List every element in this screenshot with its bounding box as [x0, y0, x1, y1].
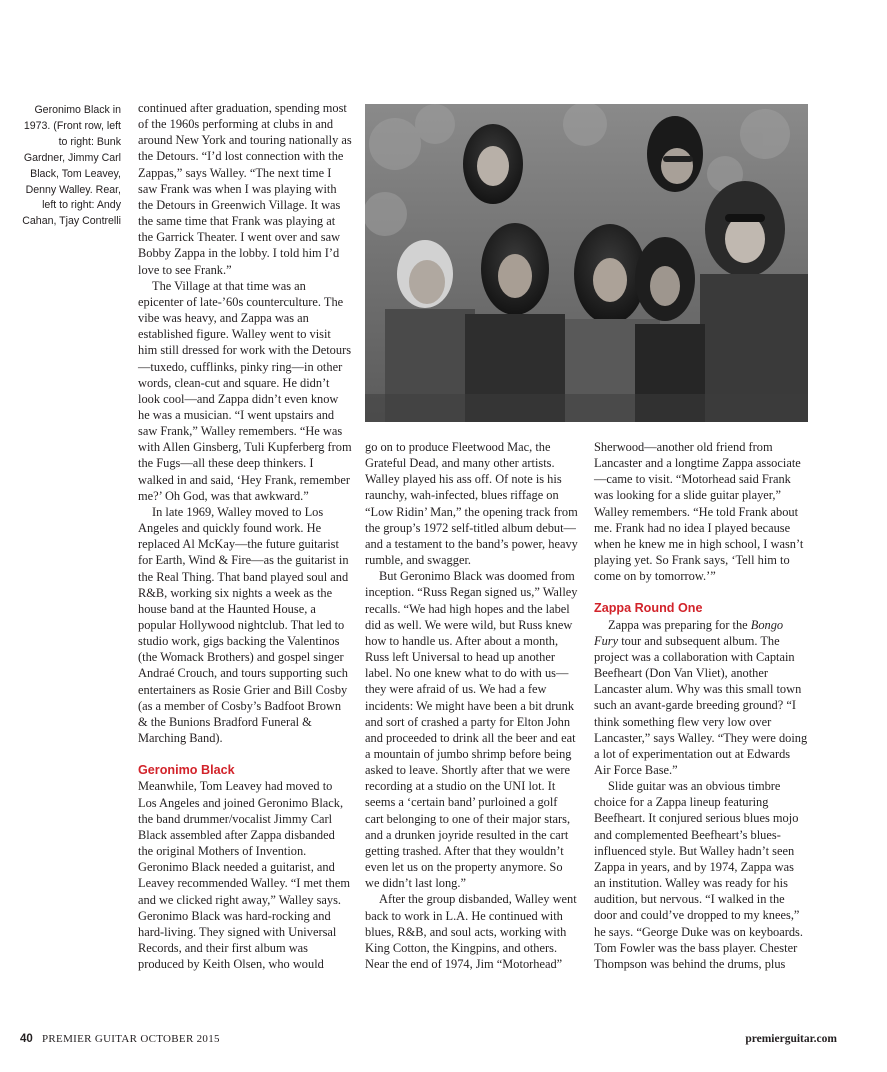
- paragraph: After the group disbanded, Walley went back to work in L.A. He continued with blues, R&B, and soul acts, working with King Cotton, the Kingpins, and others. Near the end of 1974, Jim “Motorhead”: [365, 892, 577, 971]
- paragraph: In late 1969, Walley moved to Los Angeles and quickly found work. He replaced Al McKay—the future guitarist for Earth, Wind & Fire—as the guitarist in the Real Thing. That band played soul and R&B, working six nights a week as the house band at the Haunted House, a popular Hollywood nightclub. That led to studio work, gigs backing the Valentinos (the Womack Brothers) and gospel singer Andraé Crouch, and tours supporting such entertainers as Rosie Grier and Bill Cosby (as a member of Cosby’s Badfoot Brown & the Bunions Bradford Funeral & Marching Band).: [138, 504, 349, 746]
- photo-caption: Geronimo Black in 1973. (Front row, left to right: Bunk Gardner, Jimmy Carl Black, Tom Leavey, Denny Walley. Rear, left to right: Andy Cahan, Tjay Contrelli: [22, 104, 121, 228]
- paragraph: Sherwood—another old friend from Lancaster and a longtime Zappa associate—came to visit. “Motorhead said Frank was looking for a slide guitar player,” Walley remembers. “He told Frank about me. Frank had no idea I played because when he knew me in high school, I wasn’t playing yet. So Frank says, ‘Tell him to come on by tomorrow.’”: [594, 440, 804, 584]
- magazine-issue: PREMIER GUITAR OCTOBER 2015: [42, 1033, 220, 1045]
- paragraph: But Geronimo Black was doomed from inception. “Russ Regan signed us,” Walley recalls. “We had high hopes and the label did as well. We were wild, but Russ knew how to handle us. After about a month, Russ left Universal to head up another label. No one knew what to do with us—they were afraid of us. We had a few incidents: We might have been a bit drunk and sort of crashed a party for Elton John and proceeded to drink all the beer and eat a mountain of jumbo shrimp before being asked to leave. Shortly after that we were recording at a studio on the UNI lot. It seems a ‘certain band’ purloined a golf cart belonging to one of their major stars, and a drunken joyride resulted in the cart getting trashed. After that they wouldn’t even let us on the property anymore. So we didn’t last long.”: [365, 569, 578, 891]
- website: premierguitar.com: [745, 1033, 837, 1045]
- section-heading-zappa-round-one: Zappa Round One: [594, 601, 703, 616]
- article-column-1: [138, 100, 352, 972]
- article-column-2: [365, 439, 579, 972]
- paragraph: Meanwhile, Tom Leavey had moved to Los Angeles and joined Geronimo Black, the band drummer/vocalist Jimmy Carl Black assembled after Zappa disbanded the original Mothers of Invention. Geronimo Black needed a guitarist, and Leavey recommended Walley. “I met them and we clicked right away,” Walley says. Geronimo Black was hard-rocking and hard-living. They signed with Universal Records, and their first album was produced by Keith Olsen, who would: [138, 779, 350, 972]
- band-photo-image: [365, 104, 808, 422]
- paragraph: Slide guitar was an obvious timbre choice for a Zappa lineup featuring Beefheart. It conjured serious blues mojo and complemented Beefheart’s blues-influenced style. But Walley hadn’t seen Zappa in years, and by 1974, Zappa was an institution. Walley was ready for his audition, but nervous. “I walked in the door and could’ve dropped to my knees,” he says. “George Duke was on keyboards. Tom Fowler was the bass player. Chester Thompson was behind the drums, plus: [594, 779, 803, 971]
- page-footer: [20, 1033, 837, 1049]
- paragraph: continued after graduation, spending most of the 1960s performing at clubs in and around New York and touring nationally as the Detours. “I’d lost connection with the Zappas,” says Walley. “The next time I saw Frank was when I was playing with the Detours in Greenwich Village. It was the same time that Frank was playing at the Garrick Theater. I went over and saw Bobby Zappa in the lobby. I told him I’d love to see Frank.”: [138, 101, 352, 277]
- page-number: 40: [20, 1033, 33, 1045]
- article-column-3: [594, 439, 808, 972]
- text-run: tour and subsequent album. The project was a collaboration with Captain Beefheart (Don Van Vliet), another Lancaster alum. Why was this small town such an avant-garde breeding ground? “I think something flew very low over Lancaster,” says Walley. “They were doing a lot of experimentation out at Edwards Air Force Base.”: [594, 633, 808, 777]
- album-title: Bongo Fury: [594, 617, 784, 648]
- section-heading-geronimo-black: Geronimo Black: [138, 763, 235, 778]
- band-photo: [365, 104, 808, 422]
- text-run: Zappa was preparing for the: [608, 617, 751, 632]
- paragraph: go on to produce Fleetwood Mac, the Grateful Dead, and many other artists. Walley played his ass off. Of note is his raunchy, wah-infected, blues riffage on “Low Ridin’ Man,” the opening track from the group’s 1972 self-titled album debut—and a testament to the band’s power, heavy rumble, and swagger.: [365, 440, 578, 568]
- paragraph: The Village at that time was an epicenter of late-’60s counterculture. The vibe was heavy, and Zappa was an established figure. Walley went to visit him still dressed for work with the Detours—tuxedo, cufflinks, pinky ring—in other words, clean-cut and square. He didn’t look cool—and Zappa didn’t even know he was a musician. “I went upstairs and saw Frank,” Walley remembers. “He was with Allen Ginsberg, Tuli Kupferberg from the Fugs—all these deep thinkers. I walked in and said, ‘Hey Frank, remember me?’ Oh God, was that awkward.”: [138, 278, 352, 503]
- paragraph: [594, 617, 808, 779]
